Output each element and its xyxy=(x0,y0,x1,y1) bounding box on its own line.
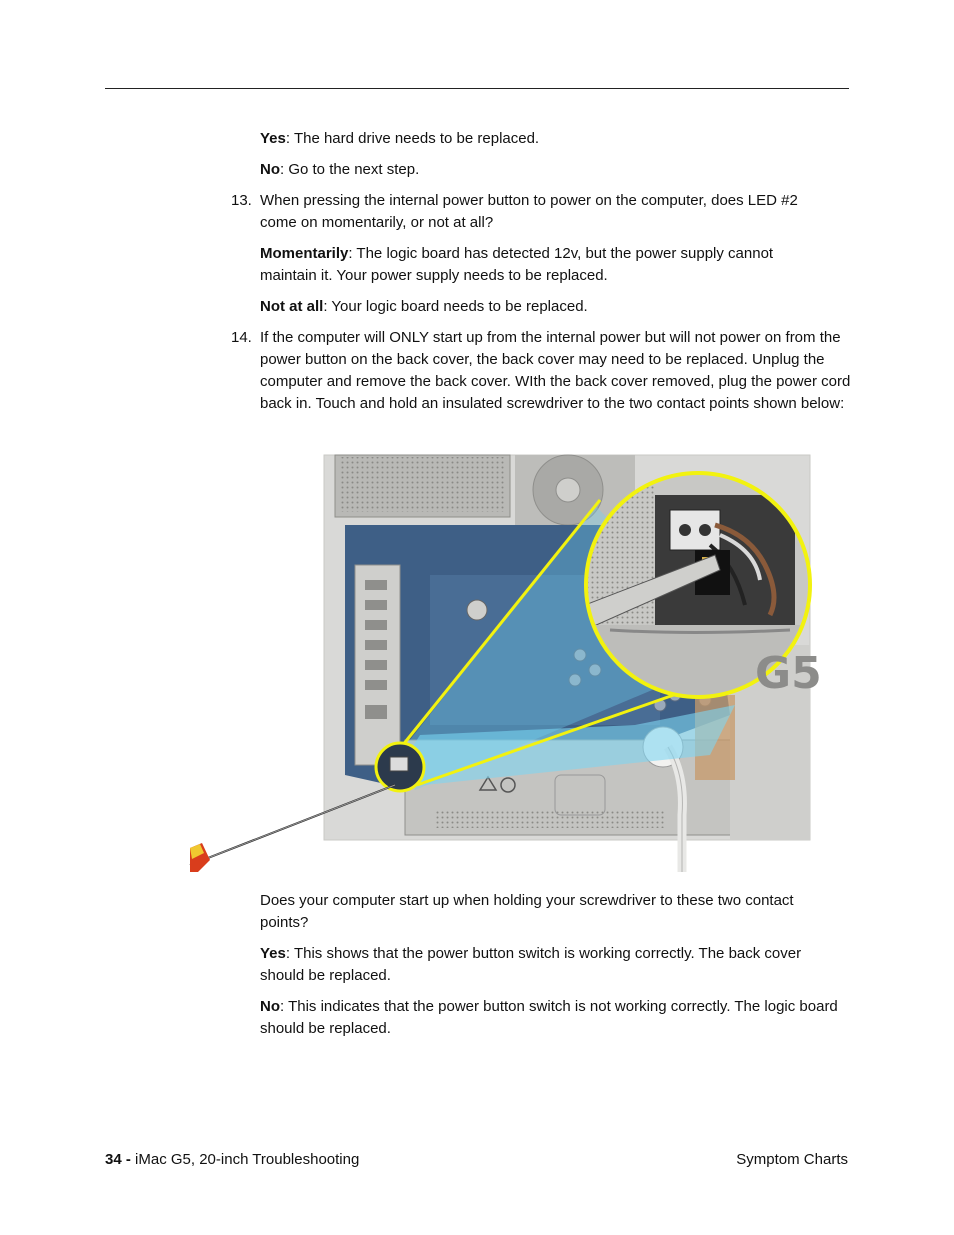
step14-number: 14. xyxy=(231,329,252,346)
step12-no: No: Go to the next step. xyxy=(260,161,420,178)
step13-not-at-all: Not at all: Your logic board needs to be replaced. xyxy=(260,298,588,315)
step14-yes: Yes: This shows that the power button switch is working correctly. The back cover should be replaced. xyxy=(260,945,802,984)
footer-section: Symptom Charts xyxy=(736,1151,848,1168)
g5-logo: G5 xyxy=(755,648,822,699)
contact-points-photo xyxy=(190,455,822,872)
step13-momentarily: Momentarily: The logic board has detected 12v, but the power supply cannot maintain it. Your power supply needs to be replaced. xyxy=(260,245,774,284)
step14-no: No: This indicates that the power button switch is not working correctly. The logic board should be replaced. xyxy=(260,998,838,1037)
step12-yes: Yes: The hard drive needs to be replaced. xyxy=(260,130,540,147)
step13-number: 13. xyxy=(231,192,252,209)
header-rule xyxy=(105,88,849,89)
step14-instructions: If the computer will ONLY start up from the internal power but will not power on from the power button on the back cover, the back cover may need to be replaced. Unplug the computer and remove the back cover. WIth the back cover removed, plug the power cord back in. Touch and hold an insulated screwdriver to the two contact points shown below: xyxy=(260,329,851,412)
step13-question: When pressing the internal power button to power on the computer, does LED #2 come on momentarily, or not at all? xyxy=(260,192,798,231)
step14-question: Does your computer start up when holding your screwdriver to these two contact points? xyxy=(260,892,794,931)
footer-title: 34 - iMac G5, 20-inch Troubleshooting xyxy=(105,1151,360,1168)
